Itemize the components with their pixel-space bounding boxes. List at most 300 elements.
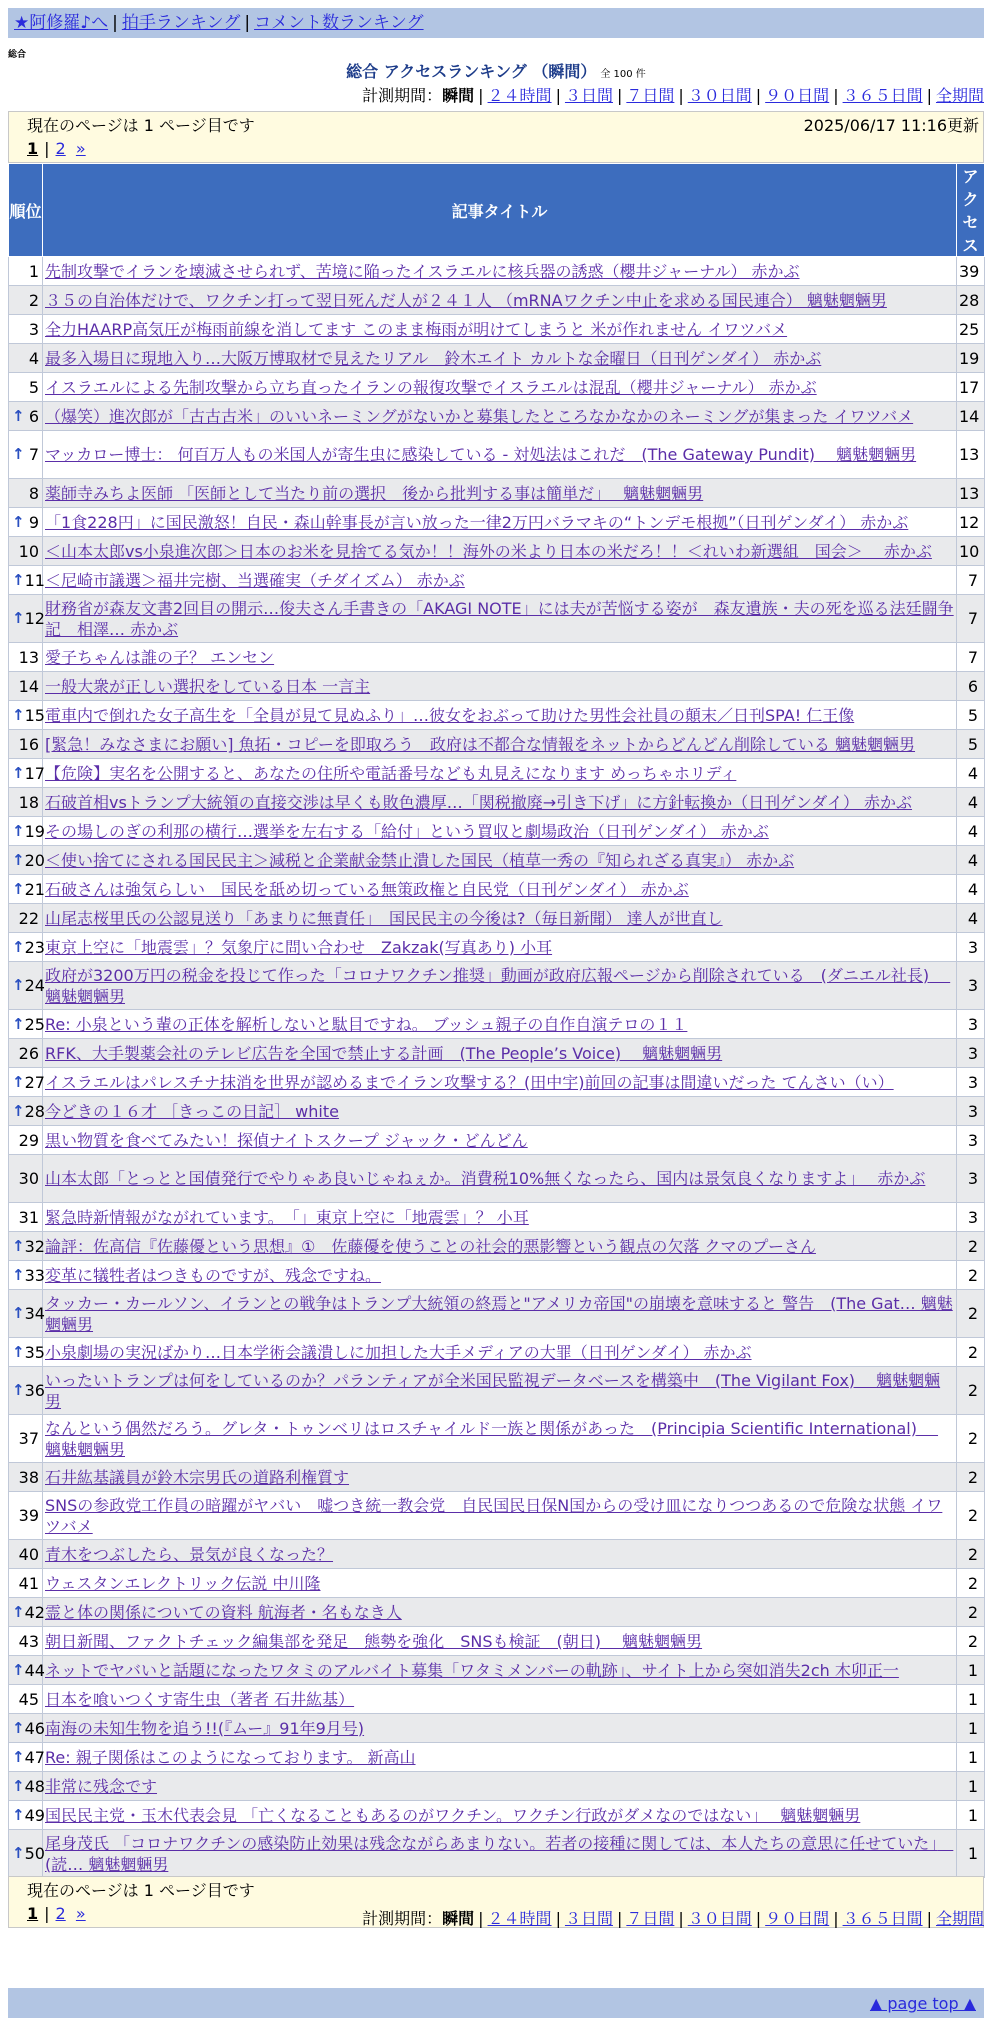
article-link[interactable]: タッカー・カールソン、イランとの戦争はトランプ大統領の終焉と"アメリカ帝国"の崩壊を意味すると 警告 (The Gat… 魑魅魍魎男 [45,1293,953,1334]
table-row [9,1656,985,1685]
article-link[interactable]: 今どきの１６才 ［きっこの日記］ white [45,1101,339,1121]
article-link[interactable]: 国民民主党・玉木代表会見 「亡くなることもあるのがワクチン。ワクチン行政がダメなのではない」 魑魅魍魎男 [45,1805,861,1825]
title-cell [43,730,957,759]
title-cell [43,875,957,904]
table-row [9,257,985,286]
rank-number: 33 [24,1265,45,1285]
rank-number: 16 [18,734,39,754]
table-row [9,1627,985,1656]
rank-number: 7 [28,445,39,464]
rank-cell [9,1801,43,1830]
rank-cell [9,672,43,701]
col-header-title: 記事タイトル [43,164,957,257]
article-link[interactable]: ３５の自治体だけで、ワクチン打って翌日死んだ人が２４１人 （mRNAワクチン中止を求める国民連合） 魑魅魍魎男 [45,290,887,310]
ranking-body [9,257,985,1878]
rank-cell [9,933,43,962]
title-cell [43,904,957,933]
article-link[interactable]: なんという偶然だろう。グレタ・トゥンベリはロスチャイルド一族と関係があった (Principia Scientific International) 魑魅魍魎男 [45,1418,939,1459]
rank-cell [9,257,43,286]
article-link[interactable]: いったいトランプは何をしているのか？パランティアが全米国民監視データベースを構築中 (The Vigilant Fox) 魑魅魍魎男 [45,1370,941,1411]
access-count: 39 [957,257,985,286]
article-link[interactable]: [緊急！みなさまにお願い] 魚拓・コピーを即取ろう 政府は不都合な情報をネットからどんどん削除している 魑魅魍魎男 [45,734,916,754]
rank-cell [9,1492,43,1540]
article-link[interactable]: 電車内で倒れた女子高生を「全員が見て見ぬふり」…彼女をおぶって助けた男性会社員の顛末／日刊SPA! 仁王像 [45,705,855,725]
next-page-link[interactable]: » [75,1904,86,1923]
title-cell [43,1830,957,1878]
access-count: 2 [957,1367,985,1415]
rank-cell [9,1367,43,1415]
title-cell [43,373,957,402]
col-header-access: アクセス [957,164,985,257]
rank-cell [9,788,43,817]
period-link[interactable]: 全期間 [935,86,984,105]
table-row [9,1830,985,1878]
access-count: 2 [957,1627,985,1656]
article-link[interactable]: 最多入場日に現地入り…大阪万博取材で見えたリアル 鈴木エイト カルトな金曜日（日刊ゲンダイ） 赤かぶ [45,348,822,368]
title-cell [43,1540,957,1569]
title-cell [43,1203,957,1232]
access-count: 2 [957,1569,985,1598]
period-label: 計測期間： [362,86,443,105]
period-separator: | [678,86,684,105]
rank-up-arrow-icon: ↑ [12,1304,25,1322]
access-count: 1 [957,1743,985,1772]
title-cell [43,595,957,643]
page-current: 1 [27,1904,39,1923]
rank-cell [9,479,43,508]
rank-up-arrow-icon: ↑ [12,705,25,724]
rank-number: 37 [18,1429,39,1448]
rank-cell [9,1232,43,1261]
period-link[interactable]: ３６５日間 [842,86,923,105]
rank-cell [9,566,43,595]
table-row [9,1367,985,1415]
rank-cell [9,1290,43,1338]
rank-number: 20 [24,850,45,870]
rank-number: 12 [24,609,45,628]
ranking-header [8,61,984,86]
article-link[interactable]: 南海の未知生物を追う!!(『ムー』91年9月号) [45,1718,365,1738]
period-link[interactable]: ２４時間 [487,86,552,105]
article-link[interactable]: RFK、大手製薬会社のテレビ広告を全国で禁止する計画 (The People’s Voice) 魑魅魍魎男 [45,1043,723,1063]
access-count: 4 [957,904,985,933]
rank-number: 3 [28,319,39,339]
table-row [9,904,985,933]
article-link[interactable]: 山尾志桜里氏の公認見送り「あまりに無責任」 国民民主の今後は?（毎日新聞） 達人が世直し [45,908,723,928]
nav-separator: | [244,13,251,33]
access-count: 1 [957,1801,985,1830]
rank-cell [9,701,43,730]
period-separator: | [616,1909,623,1928]
rank-up-arrow-icon: ↑ [12,937,25,956]
rank-cell [9,1097,43,1126]
rank-up-arrow-icon: ↑ [12,512,25,531]
table-row [9,846,985,875]
rank-number: 43 [18,1631,39,1651]
access-count: 4 [957,817,985,846]
article-link[interactable]: その場しのぎの利那の横行…選挙を左右する「給付」という買収と劇場政治（日刊ゲンダイ） 赤かぶ [45,821,769,841]
period-separator: | [833,1909,839,1928]
access-count: 13 [957,479,985,508]
table-row [9,788,985,817]
article-link[interactable]: 霊と体の関係についての資料 航海者・名もなき人 [45,1602,402,1622]
period-link[interactable]: ３０日間 [687,1909,752,1928]
access-count: 19 [957,344,985,373]
rank-cell [9,1685,43,1714]
rank-cell [9,1463,43,1492]
article-link[interactable]: 論評：佐高信『佐藤優という思想』① 佐藤優を使うことの社会的悪影響という観点の欠落 クマのプーさん [45,1236,816,1256]
period-link[interactable]: ２４時間 [487,1909,552,1928]
rank-cell [9,1540,43,1569]
rank-cell [9,508,43,537]
rank-cell [9,315,43,344]
title-cell [43,1039,957,1068]
access-count: 3 [957,1010,985,1039]
rank-up-arrow-icon: ↑ [12,1236,25,1255]
table-row [9,701,985,730]
article-link[interactable]: 緊急時新情報がながれています。 「」東京上空に「地震雲」？ 小耳 [45,1207,529,1227]
rank-cell [9,402,43,431]
footer-bar [8,1988,984,2018]
rank-cell [9,1656,43,1685]
rank-cell [9,1126,43,1155]
article-link[interactable]: 薬師寺みちよ医師 「医師として当たり前の選択 後から批判する事は簡単だ」 魑魅魍魎男 [45,483,704,503]
table-row [9,1714,985,1743]
access-count: 5 [957,730,985,759]
title-cell [43,479,957,508]
article-link[interactable]: ＜山本太郎vs小泉進次郎＞日本のお米を見捨てる気か！！海外の米より日本の米だろ！！＜れいわ新選組 国会＞ 赤かぶ [45,541,932,561]
table-row [9,402,985,431]
rank-cell [9,431,43,479]
rank-number: 19 [24,821,45,841]
article-link[interactable]: ネットでヤバいと話題になったワタミのアルバイト募集「ワタミメンバーの軌跡」、サイト上から突如消失2ch 木卯正一 [45,1660,899,1680]
spacer [66,1904,76,1923]
title-cell [43,759,957,788]
access-count: 3 [957,962,985,1010]
article-link[interactable]: Re: 小泉という輩の正体を解析しないと駄目ですね。 ブッシュ親子の自作自演テロの１１ [45,1014,688,1034]
title-cell [43,1290,957,1338]
rank-number: 42 [24,1602,45,1622]
rank-up-arrow-icon: ↑ [12,406,25,425]
page-2-link[interactable]: 2 [55,1904,66,1923]
rank-number: 21 [24,879,45,899]
table-row [9,373,985,402]
article-link[interactable]: 石破さんは強気らしい 国民を舐め切っている無策政権と自民党（日刊ゲンダイ） 赤かぶ [45,879,689,899]
table-row [9,1068,985,1097]
article-link[interactable]: 山本太郎「とっとと国債発行でやりゃあ良いじゃねぇか。消費税10%無くなったら、国内は景気良くなりますよ」 赤かぶ [45,1169,926,1188]
spacer [66,139,76,158]
access-count: 7 [957,566,985,595]
title-cell [43,701,957,730]
title-cell [43,1232,957,1261]
top-nav-bar [8,8,984,38]
rank-cell [9,344,43,373]
rank-cell [9,1338,43,1367]
article-link[interactable]: 愛子ちゃんは誰の子？ エンセン [45,647,275,667]
access-count: 13 [957,431,985,479]
rank-number: 30 [18,1169,39,1188]
access-count: 12 [957,508,985,537]
title-cell [43,643,957,672]
access-count: 3 [957,1068,985,1097]
access-count: 2 [957,1415,985,1463]
table-row [9,1232,985,1261]
rank-up-arrow-icon: ↑ [12,1072,25,1091]
rank-cell [9,904,43,933]
period-link[interactable]: ９０日間 [765,86,830,105]
rank-cell [9,595,43,643]
article-link[interactable]: 財務省が森友文書2回目の開示…俊夫さん手書きの「AKAGI NOTE」には夫が苦悩する姿が 森友遺族・夫の死を巡る法廷闘争記 相澤… 赤かぶ [45,598,954,639]
table-row [9,875,985,904]
rank-number: 4 [28,348,39,368]
rank-number: 50 [24,1844,45,1863]
period-link[interactable]: ９０日間 [765,1909,830,1928]
total-count: 全 100 件 [600,69,646,80]
article-link[interactable]: （爆笑）進次郎が「古古古米」のいいネーミングがないかと募集したところなかなかのネーミングが集まった イワツバメ [45,406,914,426]
rank-number: 18 [18,792,39,812]
rank-cell [9,1415,43,1463]
rank-cell [9,730,43,759]
table-row [9,537,985,566]
rank-cell [9,1772,43,1801]
period-link[interactable]: ３６５日間 [842,1909,923,1928]
article-link[interactable]: 朝日新聞、ファクトチェック編集部を発足 態勢を強化 SNSも検証 (朝日) 魑魅魍魎男 [45,1631,703,1651]
period-link[interactable]: ３０日間 [687,86,752,105]
access-count: 1 [957,1656,985,1685]
rank-cell [9,846,43,875]
period-selector [362,85,984,107]
rank-cell [9,537,43,566]
rank-number: 32 [24,1236,45,1256]
rank-number: 23 [24,937,45,957]
title-cell [43,1367,957,1415]
table-row [9,1463,985,1492]
access-count: 3 [957,1203,985,1232]
period-link[interactable]: 全期間 [935,1909,984,1928]
rank-up-arrow-icon: ↑ [12,1805,25,1824]
access-count: 28 [957,286,985,315]
article-link[interactable]: 非常に残念です [45,1776,158,1796]
title-cell [43,257,957,286]
period-link[interactable]: ３日間 [564,1909,613,1928]
article-link[interactable]: 石井紘基議員が鈴木宗男氏の道路利権質す [45,1467,350,1487]
rank-cell [9,1598,43,1627]
table-row [9,1801,985,1830]
article-link[interactable]: イスラエルはパレスチナ抹消を世界が認めるまでイラン攻撃する？(田中宇)前回の記事は間違いだった てんさい（い） [45,1072,894,1092]
article-link[interactable]: マッカロー博士： 何百万人もの米国人が寄生虫に感染している - 対処法はこれだ (The Gateway Pundit) 魑魅魍魎男 [45,445,917,464]
rank-cell [9,962,43,1010]
access-count: 25 [957,315,985,344]
page-links [27,138,86,160]
title-cell [43,286,957,315]
site-home-link[interactable]: ★阿修羅♪へ [14,13,109,33]
rank-cell [9,1261,43,1290]
article-link[interactable]: 東京上空に「地震雲」？気象庁に問い合わせ Zakzak(写真あり) 小耳 [45,937,553,957]
rank-number: 2 [28,290,39,310]
rank-up-arrow-icon: ↑ [12,1747,25,1766]
article-link[interactable]: 一般大衆が正しい選択をしている日本 一言主 [45,676,371,696]
rank-number: 39 [18,1506,39,1525]
period-separator: | [926,86,932,105]
article-link[interactable]: 変革に犠牲者はつきものですが、残念ですね。 [45,1265,382,1285]
table-row [9,1540,985,1569]
title-cell [43,1463,957,1492]
access-count: 7 [957,643,985,672]
page-separator: | [44,139,50,158]
article-link[interactable]: 石破首相vsトランプ大統領の直接交渉は早くも敗色濃厚…「関税撤廃→引き下げ」に方針転換か（日刊ゲンダイ） 赤かぶ [45,792,913,812]
rank-cell [9,875,43,904]
rank-up-arrow-icon: ↑ [12,1342,25,1361]
next-page-link[interactable]: » [75,139,86,158]
article-link[interactable]: 【危険】実名を公開すると、あなたの住所や電話番号なども丸見えになります めっちゃホリディ [45,763,737,783]
article-link[interactable]: 先制攻撃でイランを壊滅させられず、苦境に陥ったイスラエルに核兵器の誘惑（櫻井ジャーナル） 赤かぶ [45,261,800,281]
rank-number: 46 [24,1718,45,1738]
access-count: 1 [957,1714,985,1743]
rank-number: 13 [18,647,39,667]
article-link[interactable]: 小泉劇場の実況ばかり…日本学術会議潰しに加担した大手メディアの大罪（日刊ゲンダイ） 赤かぶ [45,1342,752,1362]
title-cell [43,1743,957,1772]
rank-cell [9,1743,43,1772]
table-row [9,933,985,962]
applause-ranking-link[interactable]: 拍手ランキング [121,13,241,33]
title-cell [43,1010,957,1039]
table-row [9,1010,985,1039]
article-link[interactable]: イスラエルによる先制攻撃から立ち直ったイランの報復攻撃でイスラエルは混乱（櫻井ジャーナル） 赤かぶ [45,377,817,397]
rank-up-arrow-icon: ↑ [12,850,25,869]
title-cell [43,933,957,962]
article-link[interactable]: ＜使い捨てにされる国民民主＞減税と企業献金禁止潰した国民（植草一秀の『知られざる真実』） 赤かぶ [45,850,795,870]
page-2-link[interactable]: 2 [55,139,66,158]
access-count: 3 [957,933,985,962]
rank-number: 8 [28,483,39,503]
page-links [27,1903,86,1925]
rank-up-arrow-icon: ↑ [12,1381,25,1399]
rank-number: 15 [24,705,45,725]
article-link[interactable]: SNSの参政党工作員の暗躍がヤバい 嘘つき統一教会党 自民国民日保N国からの受け皿になりつつあるので危険な状態 イワツバメ [45,1495,943,1536]
title-cell [43,1126,957,1155]
rank-cell [9,759,43,788]
article-link[interactable]: 「1食228円」に国民激怒！自民・森山幹事長が言い放った一律2万円バラマキの“トンデモ根拠”（日刊ゲンダイ） 赤かぶ [45,512,909,532]
title-cell [43,1415,957,1463]
title-cell [43,817,957,846]
title-cell [43,566,957,595]
article-link[interactable]: 日本を喰いつくす寄生虫（著者 石井紘基） [45,1689,355,1709]
title-cell [43,1656,957,1685]
access-count: 3 [957,1039,985,1068]
rank-number: 14 [18,676,39,696]
title-cell [43,672,957,701]
title-cell [43,1068,957,1097]
article-link[interactable]: ウェスタンエレクトリック伝説 中川隆 [45,1573,321,1593]
title-cell [43,1569,957,1598]
rank-number: 31 [18,1207,39,1227]
rank-number: 34 [24,1304,45,1323]
col-header-rank: 順位 [9,164,43,257]
rank-number: 27 [24,1072,45,1092]
table-row [9,315,985,344]
title-cell [43,1685,957,1714]
table-row [9,508,985,537]
rank-cell [9,373,43,402]
access-count: 2 [957,1598,985,1627]
article-link[interactable]: 黒い物質を食べてみたい！探偵ナイトスクープ ジャック・どんどん [45,1130,528,1150]
rank-up-arrow-icon: ↑ [12,1660,25,1679]
table-row [9,1261,985,1290]
rank-cell [9,1714,43,1743]
rank-up-arrow-icon: ↑ [12,1844,25,1862]
table-row [9,1685,985,1714]
period-separator: | [555,86,561,105]
access-count: 3 [957,1155,985,1203]
rank-number: 49 [24,1805,45,1825]
page-status-text: 現在のページは 1 ページ目です [27,1881,255,1900]
title-cell [43,1627,957,1656]
access-count: 2 [957,1261,985,1290]
table-row [9,1039,985,1068]
rank-number: 45 [18,1689,39,1709]
rank-number: 29 [18,1130,39,1150]
article-link[interactable]: Re: 親子関係はこのようになっております。 新高山 [45,1747,416,1767]
table-row [9,344,985,373]
title-cell [43,1801,957,1830]
ranking-table [8,163,985,1878]
table-row [9,962,985,1010]
comment-ranking-link[interactable]: コメント数ランキング [254,13,424,33]
rank-up-arrow-icon: ↑ [12,609,25,627]
period-current: 瞬間 [442,1909,475,1928]
ranking-title: 総合 アクセスランキング （瞬間） [346,62,597,81]
period-link[interactable]: ３日間 [564,86,613,105]
title-cell [43,1598,957,1627]
period-separator: | [478,1909,484,1928]
page-top-link[interactable]: ▲ page top ▲ [869,1994,976,2013]
rank-up-arrow-icon: ↑ [12,1014,25,1033]
table-row [9,1155,985,1203]
article-link[interactable]: 尾身茂氏 「コロナワクチンの感染防止効果は残念ながらあまりない。若者の接種に関しては、本人たちの意思に任せていた」 (読… 魑魅魍魎男 [45,1833,954,1874]
access-count: 2 [957,1492,985,1540]
access-count: 10 [957,537,985,566]
page-status-text: 現在のページは 1 ページ目です [27,116,255,135]
article-link[interactable]: 政府が3200万円の税金を投じて作った「コロナワクチン推奨」動画が政府広報ページから削除されている (ダニエル社長) 魑魅魍魎男 [45,965,951,1006]
rank-cell [9,1068,43,1097]
period-link[interactable]: ７日間 [626,1909,675,1928]
title-cell [43,1338,957,1367]
page-status [27,115,255,137]
rank-number: 22 [18,908,39,928]
rank-up-arrow-icon: ↑ [12,821,25,840]
access-count: 2 [957,1290,985,1338]
rank-up-arrow-icon: ↑ [12,445,25,463]
period-separator: | [616,86,623,105]
article-link[interactable]: 青木をつぶしたら、景気が良くなった？ [45,1544,334,1564]
rank-number: 24 [24,976,45,995]
table-row [9,643,985,672]
rank-number: 35 [24,1342,45,1362]
article-link[interactable]: 全力HAARP高気圧が梅雨前線を消してます このまま梅雨が明けてしまうと 米が作れません イワツバメ [45,319,788,339]
rank-cell [9,1203,43,1232]
period-link[interactable]: ７日間 [626,86,675,105]
access-count: 17 [957,373,985,402]
rank-up-arrow-icon: ↑ [12,1265,25,1284]
rank-number: 47 [24,1747,45,1767]
rank-cell [9,1830,43,1878]
article-link[interactable]: ＜尼崎市議選＞福井完樹、当選確実（チダイズム） 赤かぶ [45,570,465,590]
table-row [9,730,985,759]
rank-number: 9 [28,512,39,532]
table-row [9,479,985,508]
title-cell [43,402,957,431]
period-separator: | [755,1909,762,1928]
